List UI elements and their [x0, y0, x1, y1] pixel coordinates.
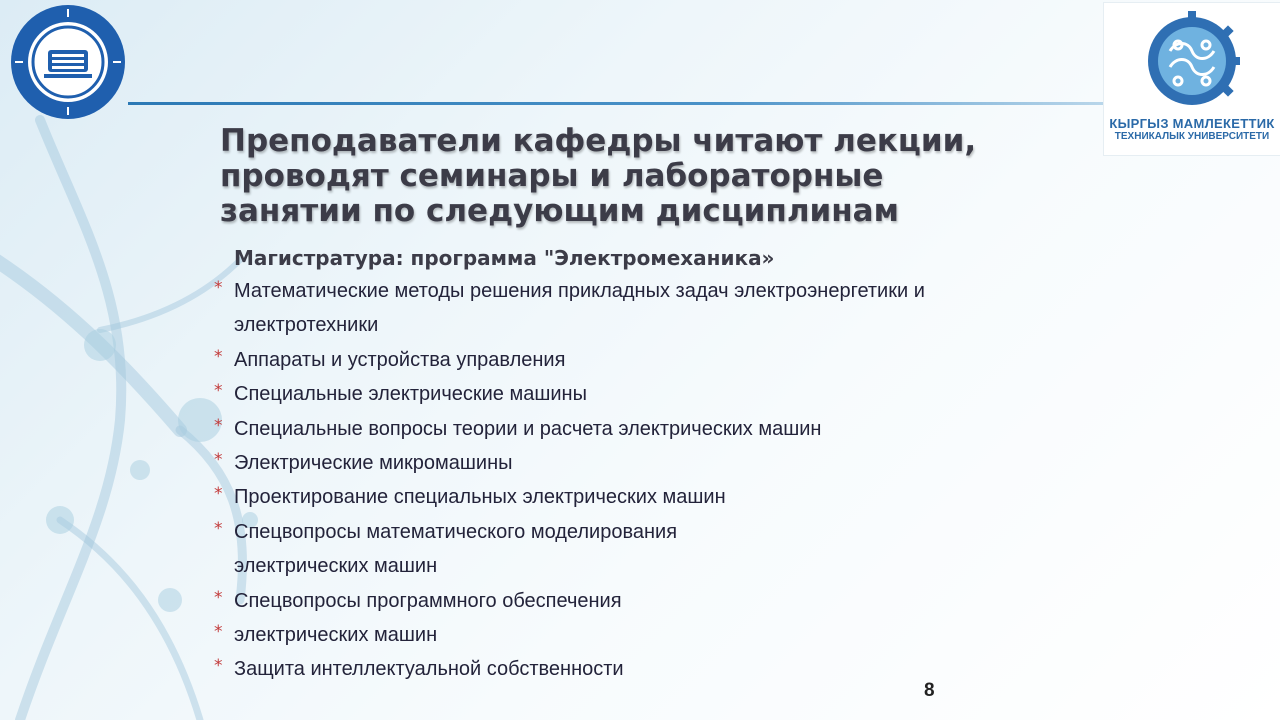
list-item-text: Спецвопросы математического моделирования [234, 520, 678, 543]
asterisk-bullet-icon: * [214, 346, 223, 367]
list-item [214, 618, 1074, 652]
slide-title-line: занятии по следующим дисциплинам [220, 193, 899, 229]
list-item [214, 480, 1074, 514]
page-number: 8 [924, 680, 935, 701]
asterisk-bullet-icon: * [214, 415, 223, 436]
list-item-text: электрических машин [234, 624, 438, 647]
asterisk-bullet-icon: * [214, 656, 223, 677]
list-item-text: электротехники [234, 314, 379, 337]
slide-title-line: Преподаватели кафедры читают лекции, [220, 123, 977, 159]
slide-content [214, 244, 1074, 687]
slide-title-line: проводят семинары и лабораторные [220, 158, 884, 194]
list-item-text: Проектирование специальных электрических машин [234, 486, 726, 509]
asterisk-bullet-icon: * [214, 450, 223, 471]
list-item [214, 515, 1074, 549]
discipline-list [214, 274, 1074, 687]
list-item-text: Электрические микромашины [234, 452, 513, 475]
list-item-text: электрических машин [234, 555, 438, 578]
slide-title [220, 124, 1080, 229]
list-item-text: Специальные электрические машины [234, 383, 587, 406]
asterisk-bullet-icon: * [214, 381, 223, 402]
asterisk-bullet-icon: * [214, 587, 223, 608]
program-subheading: Магистратура: программа "Электромеханика» [234, 246, 775, 270]
list-item [214, 446, 1074, 480]
list-item [214, 652, 1074, 686]
list-item-text: Спецвопросы программного обеспечения [234, 589, 622, 612]
list-item [214, 549, 1074, 583]
header-divider-line [128, 102, 1104, 105]
asterisk-bullet-icon: * [214, 518, 223, 539]
list-item [214, 377, 1074, 411]
list-item [214, 584, 1074, 618]
list-item-text: Аппараты и устройства управления [234, 348, 566, 371]
asterisk-bullet-icon: * [214, 278, 223, 298]
asterisk-bullet-icon: * [214, 622, 223, 643]
list-item-text: Защита интеллектуальной собственности [234, 658, 624, 681]
list-item [214, 308, 1074, 342]
list-item [214, 412, 1074, 446]
list-item [214, 274, 1074, 308]
list-item-text: Специальные вопросы теории и расчета электрических машин [234, 417, 822, 440]
university-emblem-icon [1134, 11, 1250, 115]
university-name-line1: КЫРГЫЗ МАМЛЕКЕТТИК [1109, 116, 1275, 131]
list-item [214, 343, 1074, 377]
department-logo [8, 2, 128, 122]
asterisk-bullet-icon: * [214, 484, 223, 505]
university-name-line2: ТЕХНИКАЛЫК УНИВЕРСИТЕТИ [1114, 131, 1270, 142]
university-logo [1103, 2, 1280, 156]
list-item-text: Математические методы решения прикладных задач электроэнергетики и [234, 280, 925, 302]
